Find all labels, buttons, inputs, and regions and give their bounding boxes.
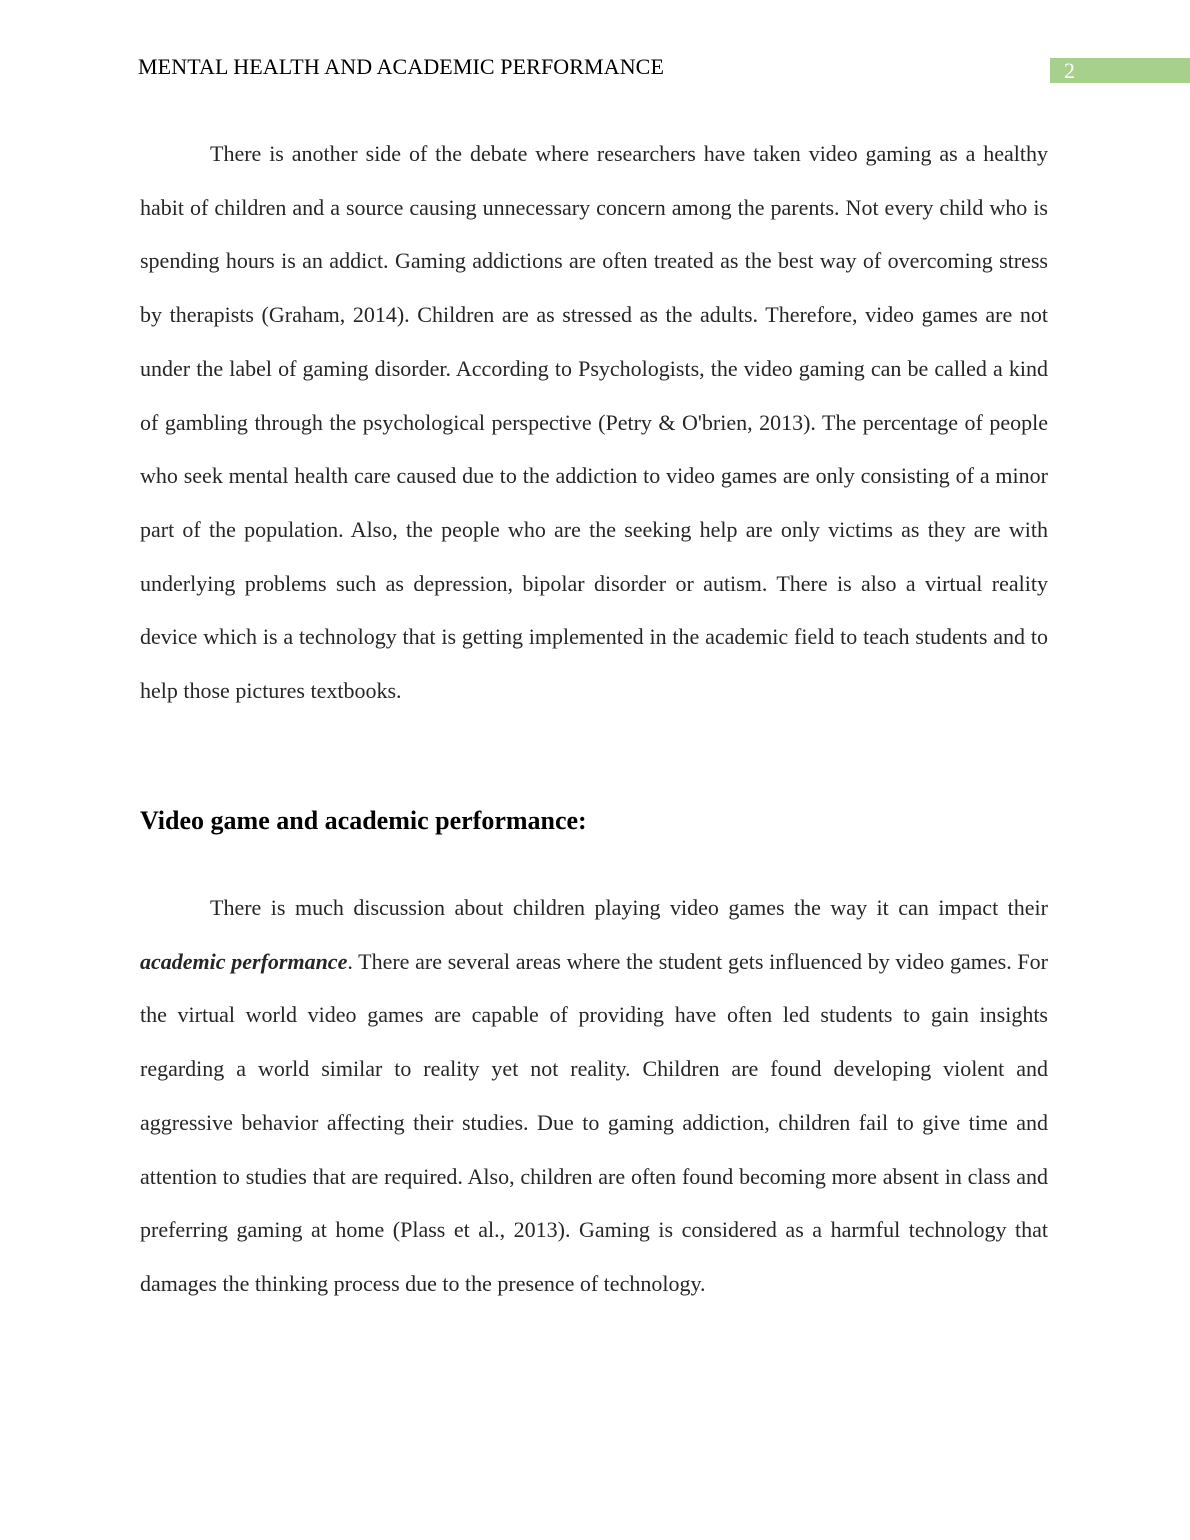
page-number-badge <box>1050 58 1190 83</box>
section-heading: Video game and academic performance: <box>140 806 587 835</box>
running-head: MENTAL HEALTH AND ACADEMIC PERFORMANCE <box>138 54 664 79</box>
body-paragraph-1 <box>140 127 1048 718</box>
paragraph-2-text-end: . There are several areas where the student gets influenced by video games. For the virtual world video games are capable of providing have often led students to gain insights regarding a world similar to reality yet not reality. Children are found developing violent and aggressive behavior affecting their studies. Due to gaming addiction, children fail to give time and attention to studies that are required. Also, children are often found becoming more absent in class and preferring gaming at home (Plass et al., 2013). Gaming is considered as a harmful technology that damages the thinking process due to the presence of technology. <box>140 948 1048 1296</box>
emphasized-term: academic performance <box>140 948 348 974</box>
paragraph-1-text: There is another side of the debate where researchers have taken video gaming as a healthy habit of children and a source causing unnecessary concern among the parents. Not every child who is spending hours is an addict. Gaming addictions are often treated as the best way of overcoming stress by therapists (Graham, 2014). Children are as stressed as the adults. Therefore, video games are not under the label of gaming disorder. According to Psychologists, the video gaming can be called a kind of gambling through the psychological perspective (Petry & O'brien, 2013). The percentage of people who seek mental health care caused due to the addiction to video games are only consisting of a minor part of the population. Also, the people who are the seeking help are only victims as they are with underlying problems such as depression, bipolar disorder or autism. There is also a virtual reality device which is a technology that is getting implemented in the academic field to teach students and to help those pictures textbooks. <box>140 141 1048 704</box>
body-paragraph-2 <box>140 881 1048 1311</box>
page-number: 2 <box>1064 58 1075 83</box>
paragraph-2-text-start: There is much discussion about children playing video games the way it can impact their <box>210 895 1048 920</box>
